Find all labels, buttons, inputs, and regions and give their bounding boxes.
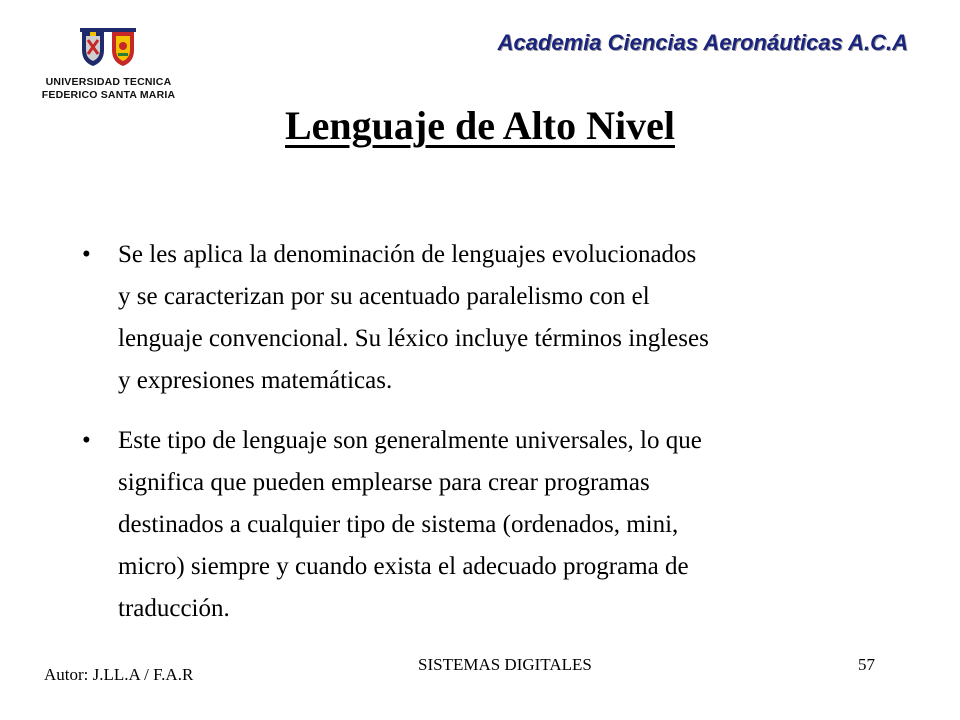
bullet-line: y se caracterizan por su acentuado paralelismo con el [118, 283, 650, 310]
bullet-line: lenguaje convencional. Su léxico incluye términos ingleses [118, 325, 709, 352]
bullet-item [82, 234, 882, 402]
bullet-line: Se les aplica la denominación de lenguajes evolucionados [118, 241, 697, 268]
bullet-item [82, 420, 882, 630]
bullet-marker: • [82, 427, 91, 454]
university-crest-icon [76, 26, 140, 70]
bullet-marker: • [82, 241, 91, 268]
logo-text-line2: FEDERICO SANTA MARIA [41, 89, 176, 101]
bullet-line: traducción. [118, 595, 230, 622]
organization-title: Academia Ciencias Aeronáuticas A.C.A [497, 30, 908, 55]
university-logo [36, 26, 181, 102]
footer-course-name: SISTEMAS DIGITALES [418, 655, 592, 674]
bullet-line: Este tipo de lenguaje son generalmente universales, lo que [118, 427, 702, 454]
slide-title: Lenguaje de Alto Nivel [285, 103, 675, 148]
bullet-list [82, 234, 882, 648]
bullet-line: significa que pueden emplearse para crear programas [118, 469, 650, 496]
logo-text-line1: UNIVERSIDAD TECNICA [45, 76, 172, 88]
page-number: 57 [858, 655, 875, 674]
bullet-line: destinados a cualquier tipo de sistema (ordenados, mini, [118, 511, 679, 538]
bullet-line: micro) siempre y cuando exista el adecuado programa de [118, 553, 689, 580]
bullet-line: y expresiones matemáticas. [118, 367, 393, 394]
footer-author: Autor: J.LL.A / F.A.R [44, 665, 194, 684]
